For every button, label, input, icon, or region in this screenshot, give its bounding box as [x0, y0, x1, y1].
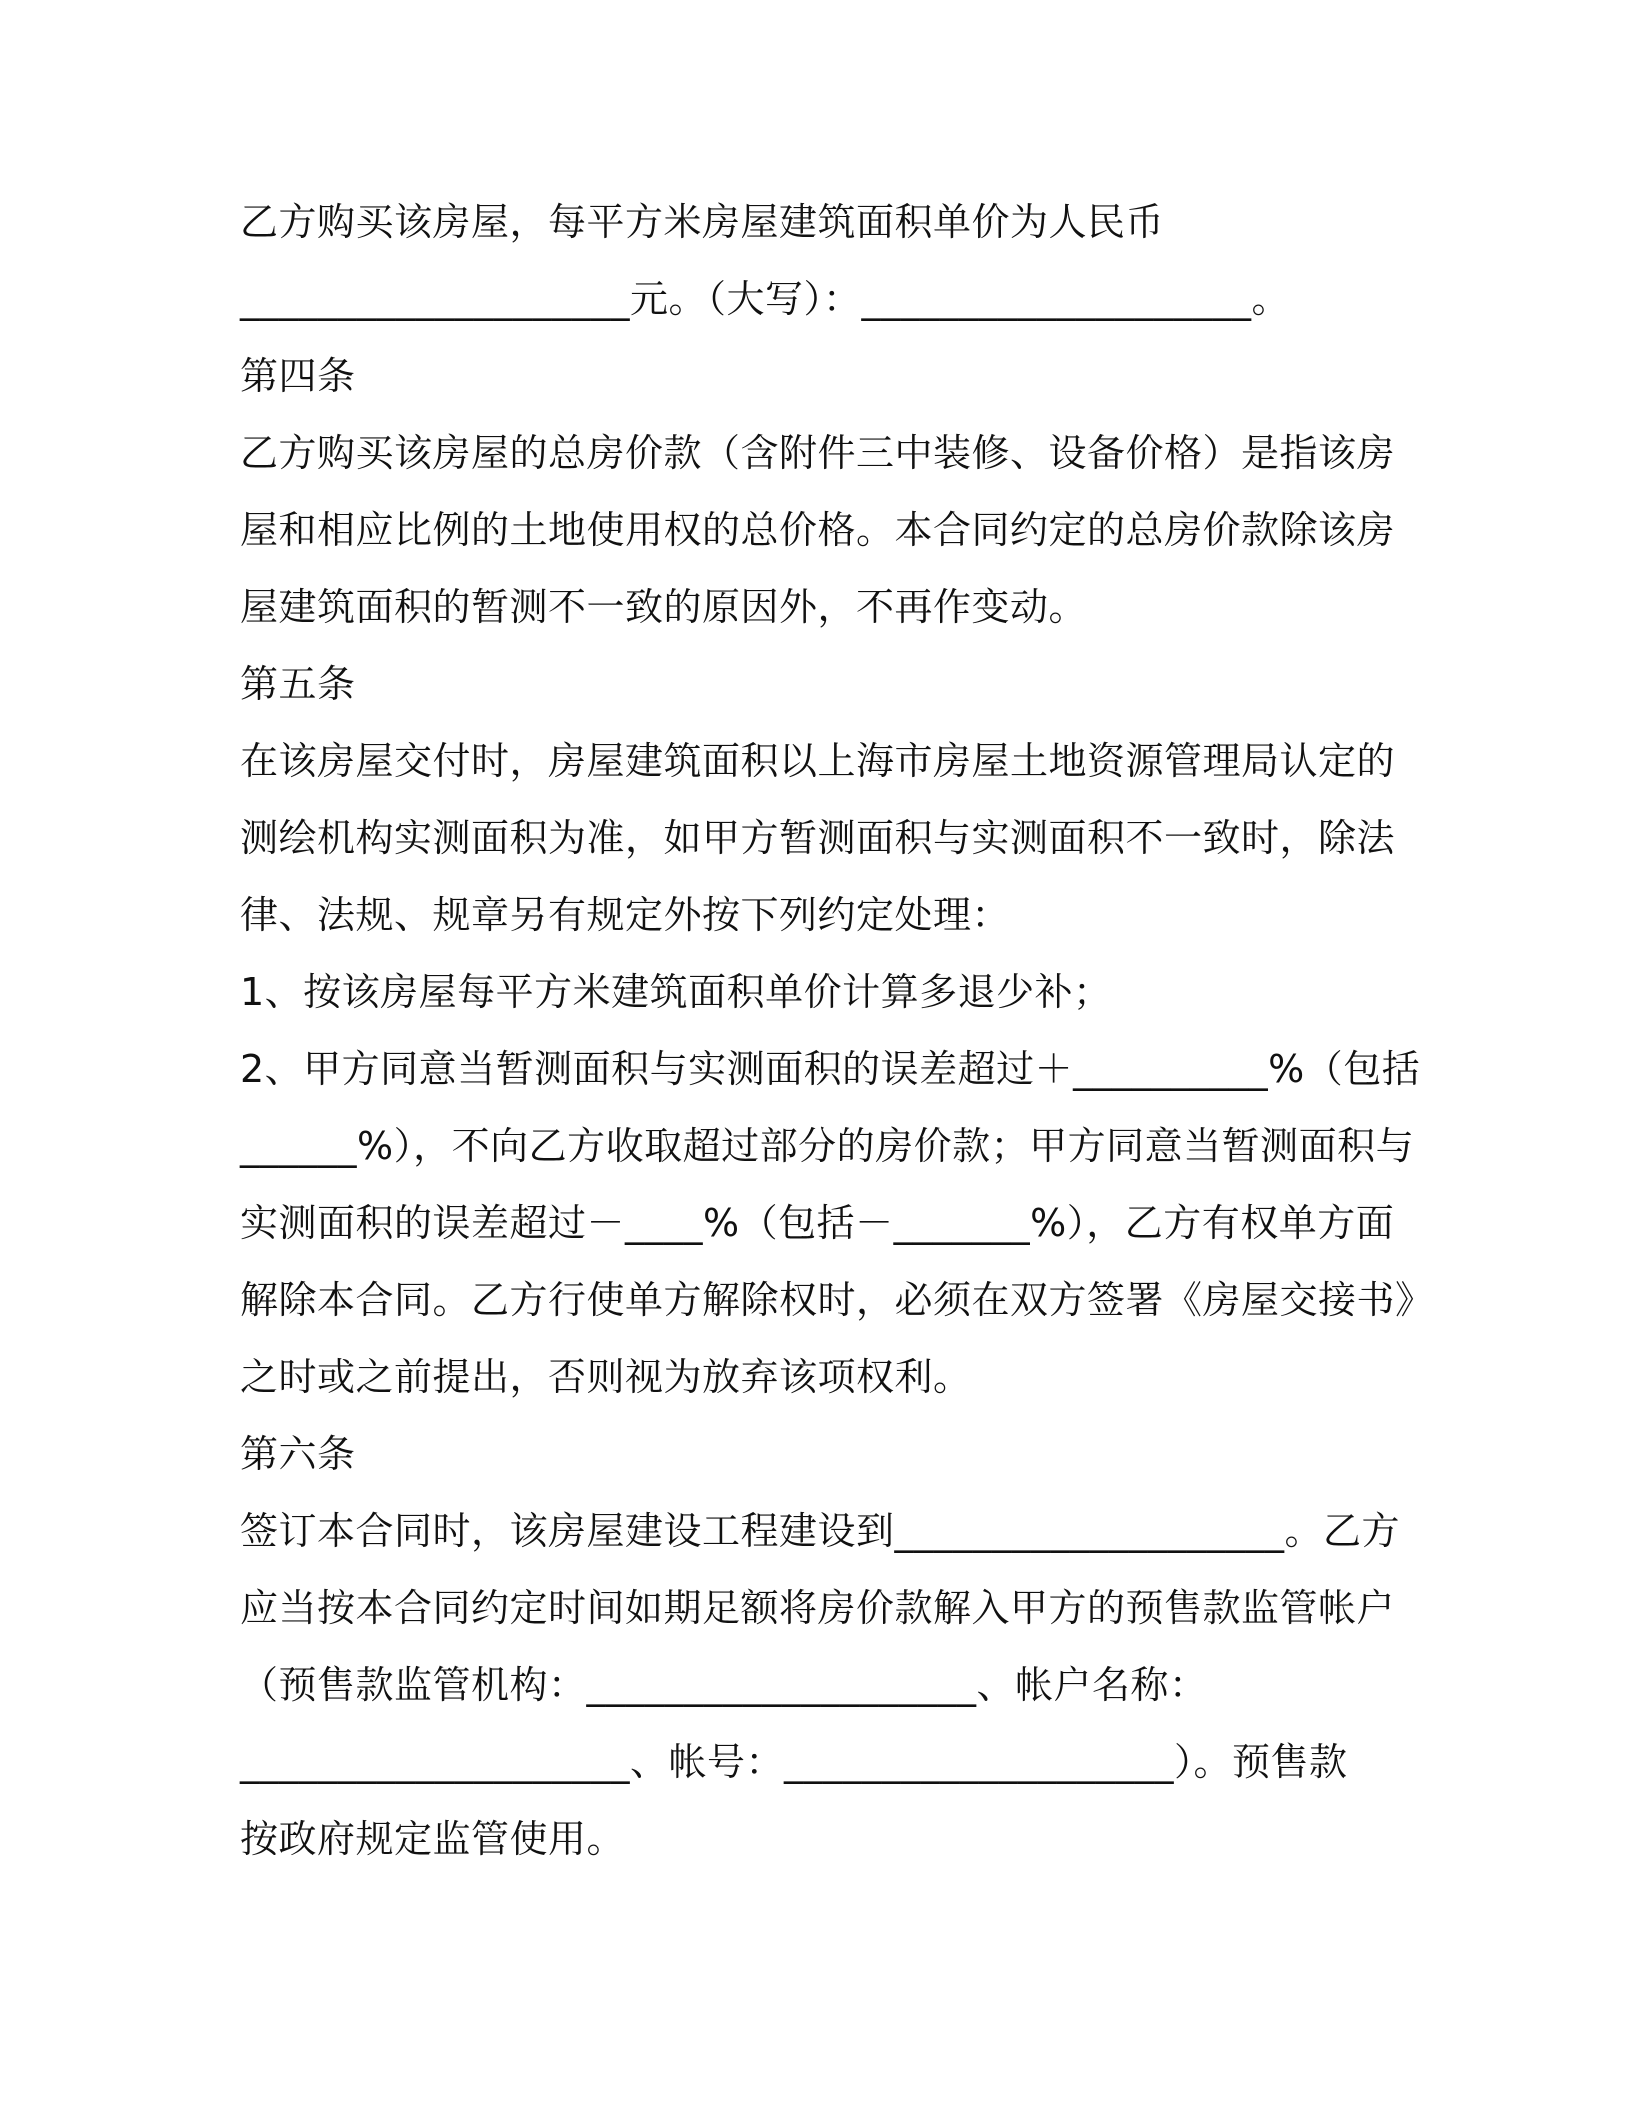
text-line-payment-4: ____________________、帐号：____________________）。预售款 [240, 1740, 1348, 1784]
text-line-item-2-a: 2、甲方同意当暂测面积与实测面积的误差超过＋__________%（包括 [240, 1047, 1421, 1091]
text-line-item-2-b: ______%），不向乙方收取超过部分的房价款；甲方同意当暂测面积与 [240, 1124, 1415, 1168]
article-heading-5: 第五条 [240, 662, 356, 706]
article-heading-6: 第六条 [240, 1432, 356, 1476]
text-line-item-2-c: 实测面积的误差超过－____%（包括－_______%），乙方有权单方面 [240, 1201, 1395, 1245]
text-line-payment-5: 按政府规定监管使用。 [240, 1817, 626, 1861]
text-line-area-3: 律、法规、规章另有规定外按下列约定处理： [240, 893, 1011, 937]
text-line-price-blanks: ____________________元。（大写）：____________________。 [240, 277, 1291, 321]
text-line-item-2-d: 解除本合同。乙方行使单方解除权时，必须在双方签署《房屋交接书》 [240, 1278, 1434, 1322]
text-line-payment-3: （预售款监管机构：____________________、帐户名称： [240, 1663, 1208, 1707]
text-line-area-1: 在该房屋交付时，房屋建筑面积以上海市房屋土地资源管理局认定的 [240, 739, 1396, 783]
text-line-price-unit: 乙方购买该房屋，每平方米房屋建筑面积单价为人民币 [240, 200, 1165, 244]
article-heading-4: 第四条 [240, 354, 356, 398]
text-line-payment-2: 应当按本合同约定时间如期足额将房价款解入甲方的预售款监管帐户 [240, 1586, 1396, 1630]
text-line-item-1: 1、按该房屋每平方米建筑面积单价计算多退少补； [240, 970, 1112, 1014]
text-line-total-price-1: 乙方购买该房屋的总房价款（含附件三中装修、设备价格）是指该房 [240, 431, 1396, 475]
text-line-payment-1: 签订本合同时，该房屋建设工程建设到____________________。乙方 [240, 1509, 1401, 1553]
text-line-area-2: 测绘机构实测面积为准，如甲方暂测面积与实测面积不一致时，除法 [240, 816, 1396, 860]
text-line-item-2-e: 之时或之前提出，否则视为放弃该项权利。 [240, 1355, 972, 1399]
text-line-total-price-2: 屋和相应比例的土地使用权的总价格。本合同约定的总房价款除该房 [240, 508, 1396, 552]
text-line-total-price-3: 屋建筑面积的暂测不一致的原因外，不再作变动。 [240, 585, 1088, 629]
